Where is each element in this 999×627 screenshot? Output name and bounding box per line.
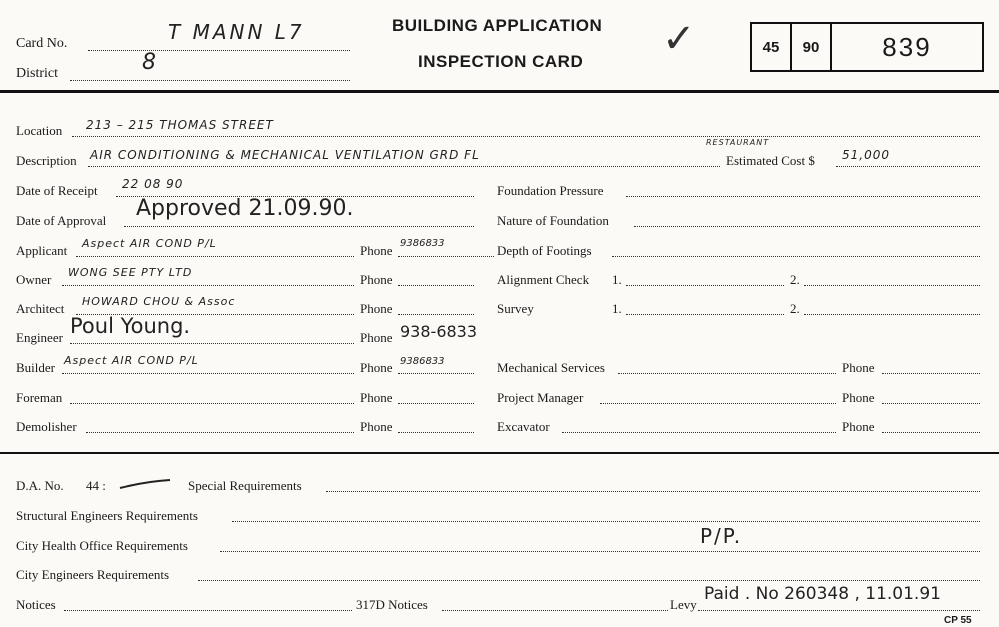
project-manager-line (600, 403, 836, 404)
alignment-check-label: Alignment Check (497, 272, 590, 287)
date-receipt-value[interactable]: 22 08 90 (122, 177, 184, 191)
health-label: City Health Office Requirements (16, 538, 188, 553)
depth-footings-label: Depth of Footings (497, 243, 592, 258)
architect-phone-label: Phone (360, 301, 393, 316)
card-no-dotted-line (88, 50, 350, 51)
location-line (72, 136, 980, 137)
excavator-line (562, 432, 836, 433)
mechanical-label: Mechanical Services (497, 360, 605, 375)
architect-label: Architect (16, 301, 65, 316)
engineer-line (70, 343, 354, 344)
survey-line-1 (626, 314, 784, 315)
estimated-cost-value[interactable]: 51,000 (842, 148, 890, 162)
applicant-phone-value[interactable]: 9386833 (400, 238, 445, 249)
alignment-num-1: 1. (612, 272, 622, 287)
builder-phone-value[interactable]: 9386833 (400, 356, 445, 367)
location-label: Location (16, 123, 63, 138)
special-req-line (326, 491, 980, 492)
form-code: CP 55 (944, 615, 972, 626)
foreman-line (70, 403, 354, 404)
engineer-value[interactable]: Poul Young. (70, 314, 191, 338)
excavator-phone-label: Phone (842, 419, 875, 434)
foundation-pressure-label: Foundation Pressure (497, 183, 604, 198)
survey-label: Survey (497, 301, 534, 316)
da-value: 44 : (86, 478, 106, 493)
levy-value[interactable]: Paid . No 260348 , 11.01.91 (704, 584, 941, 604)
structural-line (232, 521, 980, 522)
mechanical-phone-label: Phone (842, 360, 875, 375)
builder-label: Builder (16, 360, 55, 375)
levy-label: Levy (670, 597, 697, 612)
estimated-cost-line (836, 166, 980, 167)
checkmark-icon: ✓ (662, 16, 696, 62)
location-value[interactable]: 213 – 215 THOMAS STREET (86, 118, 274, 132)
district-value[interactable]: 8 (142, 50, 156, 75)
date-approval-label: Date of Approval (16, 213, 107, 228)
survey-num-2: 2. (790, 301, 800, 316)
city-eng-line (198, 580, 980, 581)
file-number-boxes (750, 22, 984, 72)
mechanical-phone-line (882, 373, 980, 374)
description-label: Description (16, 153, 77, 168)
applicant-line (76, 256, 354, 257)
foreman-label: Foreman (16, 390, 63, 405)
builder-phone-label: Phone (360, 360, 393, 375)
project-manager-phone-line (882, 403, 980, 404)
alignment-line-2 (804, 285, 980, 286)
special-req-label: Special Requirements (188, 478, 302, 493)
owner-line (62, 285, 354, 286)
project-manager-phone-label: Phone (842, 390, 875, 405)
owner-phone-line (398, 285, 474, 286)
owner-label: Owner (16, 272, 52, 287)
date-receipt-label: Date of Receipt (16, 183, 98, 198)
applicant-label: Applicant (16, 243, 68, 258)
foundation-pressure-line (626, 196, 980, 197)
card-no-label: Card No. (16, 36, 68, 51)
engineer-phone-value[interactable]: 938-6833 (400, 322, 478, 341)
da-label: D.A. No. (16, 478, 64, 493)
date-approval-line (124, 226, 474, 227)
mechanical-line (618, 373, 836, 374)
builder-phone-line (398, 373, 474, 374)
notices-317d-line (442, 610, 668, 611)
description-line (88, 166, 720, 167)
header-divider (0, 90, 999, 93)
file-box-1: 45 (752, 24, 792, 70)
structural-label: Structural Engineers Requirements (16, 508, 198, 523)
levy-line (698, 610, 980, 611)
city-eng-label: City Engineers Requirements (16, 567, 170, 582)
builder-line (62, 373, 354, 374)
district-label: District (16, 66, 58, 81)
depth-footings-line (612, 256, 980, 257)
da-dash-mark (118, 478, 174, 492)
health-line (220, 551, 980, 552)
estimated-cost-label: Estimated Cost $ (726, 153, 815, 168)
builder-value[interactable]: Aspect AIR COND P/L (64, 354, 199, 367)
applicant-value[interactable]: Aspect AIR COND P/L (82, 237, 217, 250)
applicant-phone-label: Phone (360, 243, 393, 258)
engineer-phone-label: Phone (360, 330, 393, 345)
alignment-line-1 (626, 285, 784, 286)
engineer-label: Engineer (16, 330, 63, 345)
file-box-number: 839 (882, 31, 932, 62)
notices-line (64, 610, 352, 611)
health-value[interactable]: P/P. (700, 524, 743, 548)
architect-value[interactable]: HOWARD CHOU & Assoc (82, 295, 236, 308)
applicant-phone-line (398, 256, 494, 257)
card-no-value[interactable]: T MANN L7 (168, 20, 305, 44)
demolisher-line (86, 432, 354, 433)
project-manager-label: Project Manager (497, 390, 584, 405)
foreman-phone-line (398, 403, 474, 404)
form-title: BUILDING APPLICATION (392, 16, 603, 35)
notices-label: Notices (16, 597, 56, 612)
excavator-phone-line (882, 432, 980, 433)
restaurant-note: RESTAURANT (706, 138, 770, 147)
description-value[interactable]: AIR CONDITIONING & MECHANICAL VENTILATION GRD FL (90, 148, 480, 162)
district-dotted-line (70, 80, 350, 81)
nature-foundation-label: Nature of Foundation (497, 213, 609, 228)
demolisher-phone-label: Phone (360, 419, 393, 434)
demolisher-label: Demolisher (16, 419, 77, 434)
date-approval-value[interactable]: Approved 21.09.90. (136, 196, 354, 221)
demolisher-phone-line (398, 432, 474, 433)
notices-317d-label: 317D Notices (356, 597, 428, 612)
section-divider (0, 452, 999, 454)
architect-phone-line (398, 314, 474, 315)
owner-phone-label: Phone (360, 272, 393, 287)
excavator-label: Excavator (497, 419, 550, 434)
survey-num-1: 1. (612, 301, 622, 316)
nature-foundation-line (634, 226, 980, 227)
form-subtitle: INSPECTION CARD (418, 52, 584, 71)
file-box-2: 90 (792, 24, 832, 70)
owner-value[interactable]: WONG SEE PTY LTD (68, 266, 193, 279)
foreman-phone-label: Phone (360, 390, 393, 405)
alignment-num-2: 2. (790, 272, 800, 287)
survey-line-2 (804, 314, 980, 315)
